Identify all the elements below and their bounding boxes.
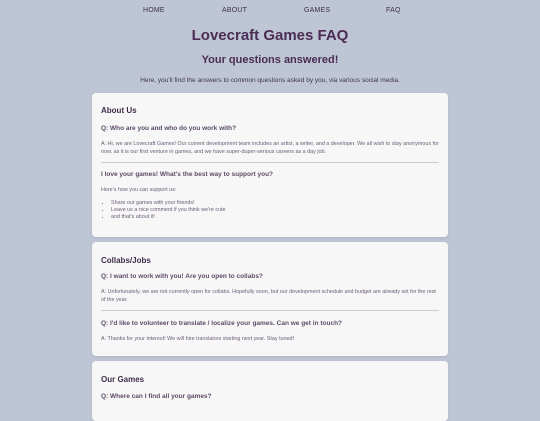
about-answer-2-intro: Here's how you can support us: (101, 187, 177, 193)
list-item: • Share our games with your friends! (111, 200, 226, 207)
nav-about-link[interactable]: ABOUT (222, 7, 248, 14)
about-card (92, 93, 448, 237)
list-item: • and that's about it! (111, 214, 226, 221)
about-answer-1: A: Hi, we are Lovecraft Games! Our current development team includes an artist, a writer, and a developer. We all wish to stay anonymous for now, as it is our first venture in games, and we have super-duper-serious careers as a day job. (101, 141, 439, 155)
list-item: • Leave us a nice comment if you think we're cute (111, 207, 226, 214)
page-subtitle: Your questions answered! (201, 54, 339, 66)
about-question-1: Q: Who are you and who do you work with? (101, 125, 237, 132)
about-heading: About Us (101, 106, 137, 115)
about-divider (101, 162, 439, 163)
top-nav (0, 0, 540, 22)
page-intro: Here, you'll find the answers to common questions asked by you, via various social media. (140, 77, 400, 84)
collabs-card (92, 242, 448, 356)
nav-games-link[interactable]: GAMES (304, 7, 331, 14)
collabs-heading: Collabs/Jobs (101, 256, 151, 265)
nav-home-link[interactable]: HOME (143, 7, 165, 14)
collabs-answer-2: A: Thanks for your interest! We will hire translators starting next year. Stay tuned! (101, 336, 295, 342)
page-title: Lovecraft Games FAQ (191, 27, 349, 44)
collabs-question-1: Q: I want to work with you! Are you open to collabs? (101, 273, 263, 280)
games-card (92, 361, 448, 421)
games-question-1: Q: Where can I find all your games? (101, 393, 212, 400)
nav-faq-link[interactable]: FAQ (386, 7, 401, 14)
collabs-divider (101, 310, 439, 311)
collabs-answer-1: A: Unfortunately, we are not currently open for collabs. Hopefully soon, but our development schedule and budget are already set for the rest of the year. (101, 289, 436, 303)
about-question-2: I love your games! What's the best way to support you? (101, 171, 274, 178)
games-heading: Our Games (101, 375, 145, 384)
collabs-question-2: Q: I'd like to volunteer to translate / localize your games. Can we get in touch? (101, 320, 343, 327)
support-list (101, 200, 226, 222)
